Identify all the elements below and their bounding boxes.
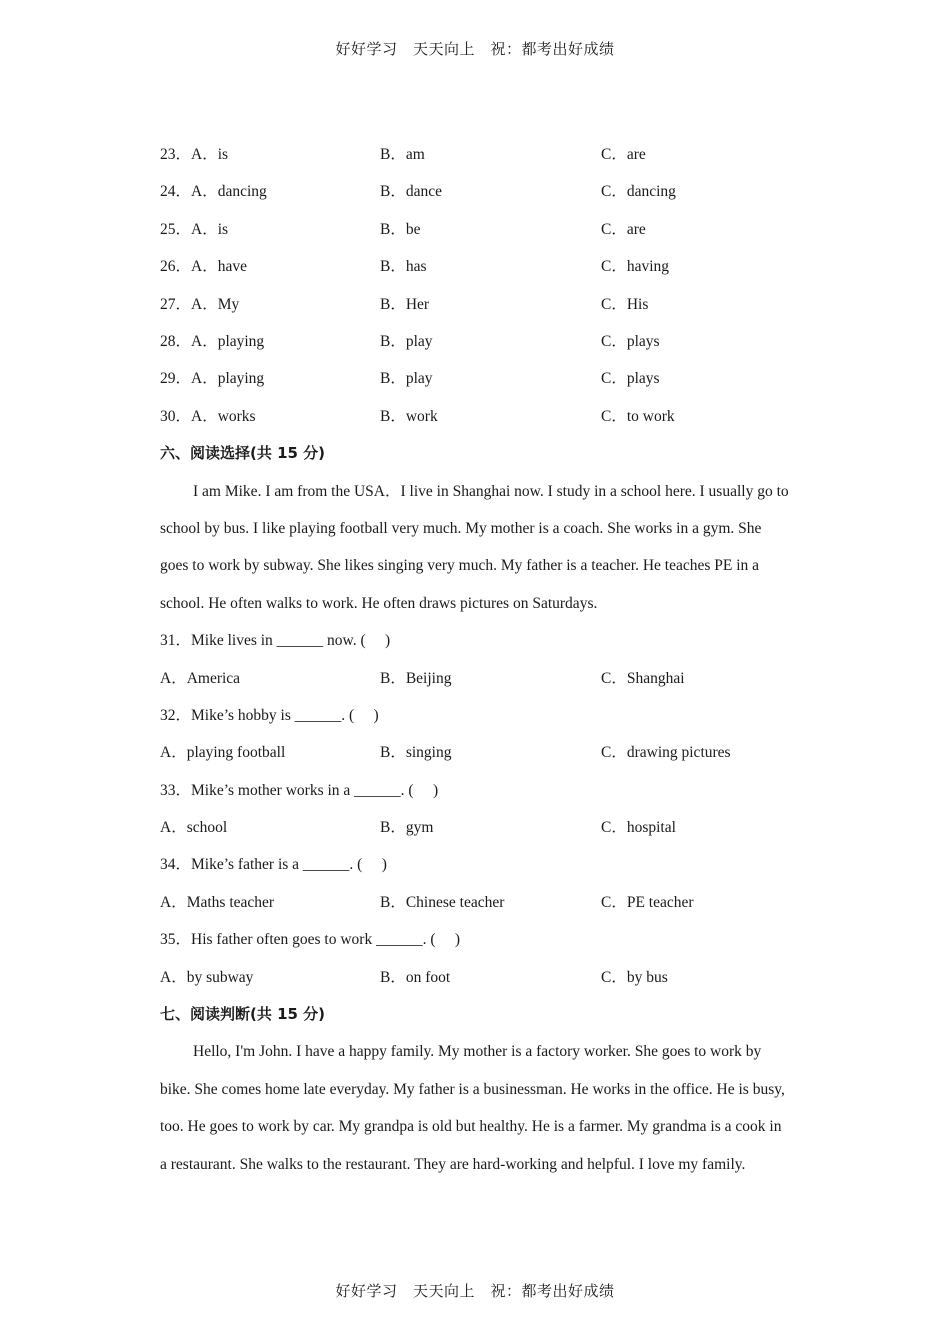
option-a: A．Maths teacher: [160, 893, 275, 911]
option-b: B．gym: [380, 819, 434, 837]
option-b: B．am: [380, 146, 425, 163]
question-31: [160, 622, 792, 697]
section-title-reading-judgement: 七、阅读判断(共 15 分): [160, 1005, 326, 1024]
option-row-26: [160, 248, 792, 285]
option-a: A．America: [160, 669, 241, 687]
option-b: B．work: [380, 407, 438, 425]
option-c: C．drawing pictures: [601, 744, 731, 762]
option-c: C．plays: [601, 370, 660, 388]
section-title-reading-choice: 六、阅读选择(共 15 分): [160, 444, 326, 463]
option-a: 28．A．playing: [160, 332, 265, 350]
option-a: 27．A．My: [160, 295, 240, 313]
cloze-options: [160, 136, 792, 435]
option-row-23: [160, 136, 792, 173]
page-footer: 好好学习 天天向上 祝：都考出好成绩: [335, 1282, 615, 1300]
option-b: B．dance: [380, 183, 442, 201]
question-options: [160, 660, 792, 697]
question-stem: 31．Mike lives in ______ now. ( ): [160, 632, 391, 650]
option-b: B．has: [380, 258, 427, 276]
option-b: B．be: [380, 220, 421, 238]
question-options: [160, 959, 792, 996]
option-a: 26．A．have: [160, 258, 247, 276]
option-a: A．playing football: [160, 744, 286, 762]
option-b: B．Chinese teacher: [380, 893, 505, 911]
option-c: C．Shanghai: [601, 669, 685, 687]
option-a: 24．A．dancing: [160, 183, 267, 201]
option-row-25: [160, 211, 792, 248]
option-row-30: [160, 398, 792, 435]
question-options: [160, 884, 792, 921]
option-c: C．dancing: [601, 183, 676, 201]
option-a: A．by subway: [160, 968, 254, 986]
option-row-28: [160, 323, 792, 360]
option-b: B．singing: [380, 744, 452, 762]
question-stem: 35．His father often goes to work ______. ( ): [160, 931, 461, 949]
option-row-24: [160, 173, 792, 210]
option-c: C．are: [601, 146, 646, 163]
question-stem: 32．Mike’s hobby is ______. ( ): [160, 706, 379, 724]
question-33: [160, 772, 792, 847]
option-b: B．Beijing: [380, 669, 452, 687]
option-c: C．having: [601, 258, 670, 276]
question-options: [160, 809, 792, 846]
option-c: C．hospital: [601, 819, 676, 837]
reading-passage-john: Hello, I'm John. I have a happy family. My mother is a factory worker. She goes to work by bike. She comes home late everyday. My father is a businessman. He works in the office. He is busy, too. He goes to work by car. My grandpa is old but healthy. He is a farmer. My grandma is a cook in a restaurant. She walks to the restaurant. They are hard-working and helpful. I love my family.: [160, 1043, 785, 1173]
question-stem: 34．Mike’s father is a ______. ( ): [160, 856, 387, 874]
option-c: C．to work: [601, 407, 675, 425]
option-b: B．Her: [380, 295, 430, 313]
question-32: [160, 697, 792, 772]
option-b: B．play: [380, 370, 433, 388]
option-a: 25．A．is: [160, 220, 229, 238]
exam-content: [160, 136, 792, 1183]
question-stem: 33．Mike’s mother works in a ______. ( ): [160, 781, 439, 799]
option-c: C．His: [601, 295, 649, 313]
option-a: A．school: [160, 819, 228, 837]
option-c: C．PE teacher: [601, 893, 694, 911]
reading-passage-mike: I am Mike. I am from the USA．I live in Shanghai now. I study in a school here. I usually go to school by bus. I like playing football very much. My mother is a coach. She works in a gym. She goes to work by subway. She likes singing very much. My father is a teacher. He teaches PE in a school. He often walks to work. He often draws pictures on Saturdays.: [160, 482, 789, 612]
option-a: 30．A．works: [160, 407, 256, 425]
option-row-29: [160, 360, 792, 397]
option-row-27: [160, 286, 792, 323]
option-c: C．by bus: [601, 968, 668, 986]
page-header: 好好学习 天天向上 祝：都考出好成绩: [335, 40, 615, 58]
option-a: 29．A．playing: [160, 370, 265, 388]
question-35: [160, 921, 792, 996]
option-b: B．on foot: [380, 968, 451, 986]
option-a: 23．A．is: [160, 146, 229, 163]
question-34: [160, 846, 792, 921]
option-c: C．are: [601, 220, 646, 238]
option-c: C．plays: [601, 332, 660, 350]
option-b: B．play: [380, 332, 433, 350]
question-options: [160, 734, 792, 771]
